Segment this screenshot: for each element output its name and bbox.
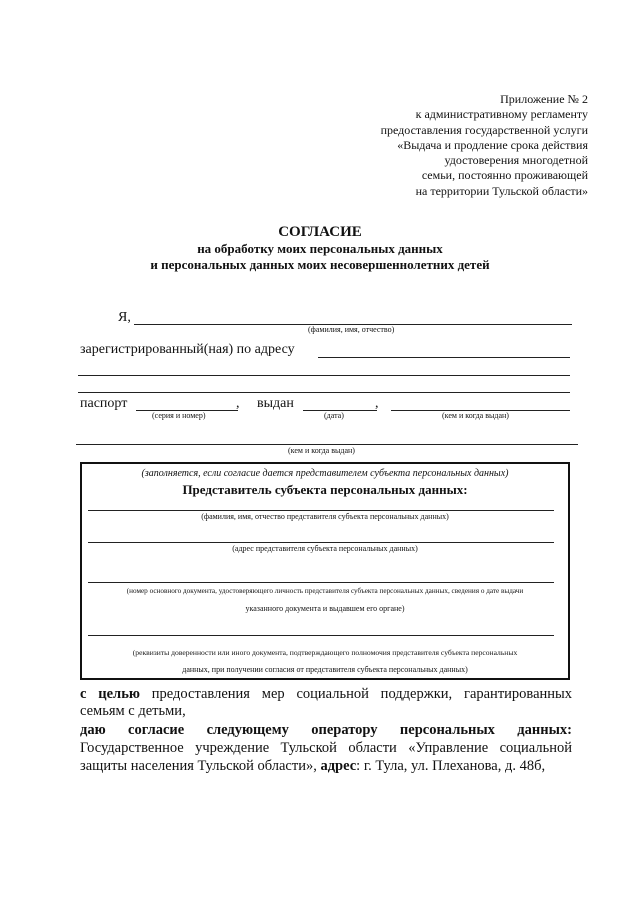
document-title: СОГЛАСИЕ	[278, 224, 362, 240]
comma: ,	[375, 396, 379, 411]
purpose-line-2: семьям с детьми,	[80, 703, 186, 719]
fio-caption: (фамилия, имя, отчество)	[308, 325, 395, 334]
representative-address-field[interactable]	[88, 542, 554, 543]
purpose-bold: с целью	[80, 686, 140, 702]
representative-address-caption: (адрес представителя субъекта персональных данных)	[232, 544, 418, 553]
issued-label: выдан	[257, 396, 294, 411]
series-caption: (серия и номер)	[152, 411, 206, 420]
comma: ,	[236, 396, 240, 411]
representative-fio-field[interactable]	[88, 510, 554, 511]
issued-by-caption: (кем и когда выдан)	[442, 411, 509, 420]
representative-document-caption: (номер основного документа, удостоверяющего личность представителя субъекта персональных данных, сведения о дате выдачи	[126, 587, 524, 595]
ya-label: Я,	[118, 310, 131, 325]
representative-box	[80, 462, 570, 680]
appendix-line: на территории Тульской области»	[415, 183, 588, 198]
issued-by-field-line2[interactable]	[76, 444, 578, 445]
issued-by-caption-2: (кем и когда выдан)	[288, 446, 355, 455]
representative-authority-field[interactable]	[88, 635, 554, 636]
appendix-line: «Выдача и продление срока действия	[397, 137, 588, 152]
operator-name-end: защиты населения Тульской области»,	[80, 758, 317, 774]
address-field-line2[interactable]	[78, 375, 570, 376]
representative-authority-caption: (реквизиты доверенности или иного документа, подтверждающего полномочия представителя субъекта персональных	[132, 648, 518, 657]
representative-document-field[interactable]	[88, 582, 554, 583]
passport-label: паспорт	[80, 396, 128, 411]
appendix-block	[381, 92, 588, 199]
operator-address: : г. Тула, ул. Плеханова, д. 48б,	[356, 758, 546, 774]
document-subtitle: на обработку моих персональных данных	[197, 241, 443, 256]
appendix-line: Приложение № 2	[500, 92, 588, 106]
purpose-line-1	[80, 686, 572, 704]
operator-line-1: Государственное учреждение Тульской области «Управление социальной	[80, 740, 572, 756]
date-caption: (дата)	[324, 411, 344, 420]
appendix-line: удостоверения многодетной	[444, 153, 588, 168]
operator-line-2	[80, 758, 572, 776]
address-bold: адрес	[320, 758, 357, 774]
consent-line: даю согласие следующему оператору персональных данных:	[80, 722, 572, 738]
appendix-line: предоставления государственной услуги	[380, 122, 588, 137]
address-field-line3[interactable]	[78, 392, 570, 393]
representative-heading: Представитель субъекта персональных данных:	[182, 482, 468, 497]
appendix-line: к административному регламенту	[415, 107, 588, 122]
document-subtitle: и персональных данных моих несовершеннолетних детей	[150, 257, 490, 272]
representative-authority-caption-2: данных, при получении согласия от представителя субъекта персональных данных)	[182, 665, 468, 674]
representative-note: (заполняется, если согласие дается представителем субъекта персональных данных)	[141, 468, 509, 479]
representative-fio-caption: (фамилия, имя, отчество представителя субъекта персональных данных)	[201, 512, 449, 521]
address-field[interactable]	[318, 357, 570, 358]
purpose-text: предоставления мер социальной поддержки, гарантированных	[151, 686, 573, 702]
address-label: зарегистрированный(ная) по адресу	[80, 342, 295, 357]
representative-document-caption-2: указанного документа и выдавшем его органе)	[245, 604, 405, 613]
appendix-line: семьи, постоянно проживающей	[421, 168, 588, 183]
